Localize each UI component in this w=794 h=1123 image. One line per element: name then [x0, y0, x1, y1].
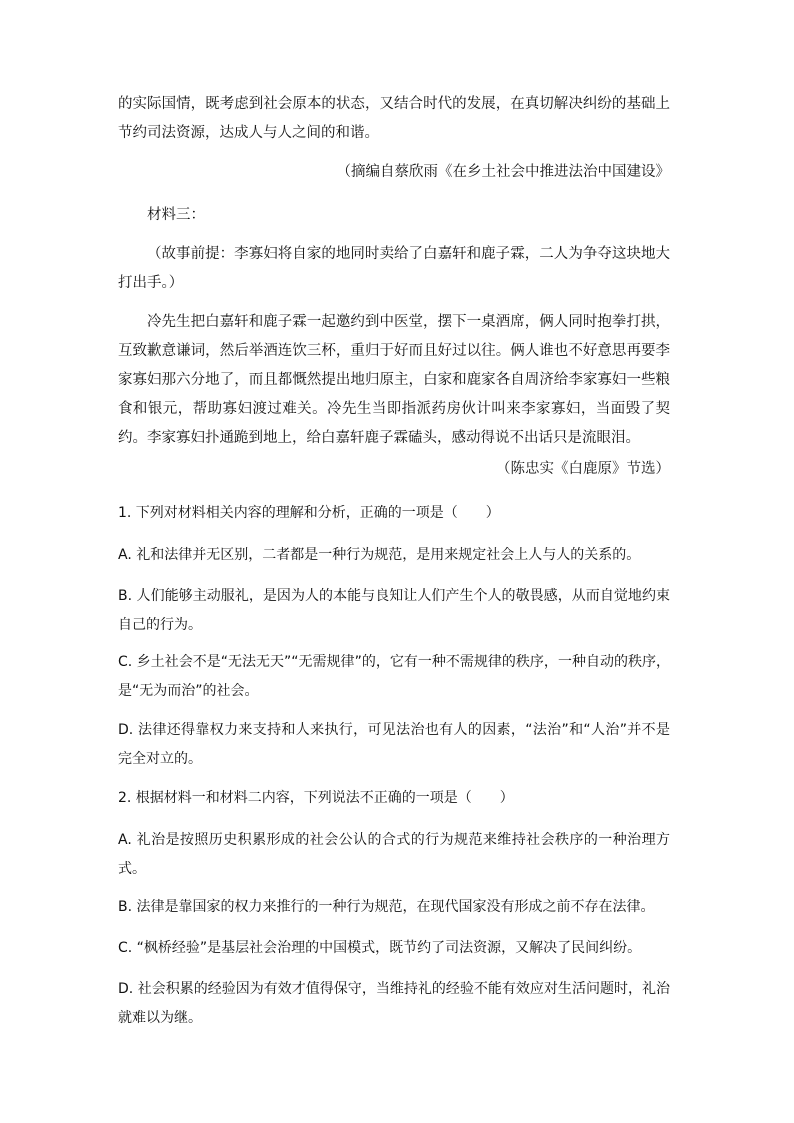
citation-material-2: （摘编自蔡欣雨《在乡土社会中推进法治中国建设》 [336, 164, 670, 180]
question-1-option-c: C. 乡土社会不是“无法无天”“无需规律”的，它有一种不需规律的秩序，一种自动的秩序，是“无为而治”的社会。 [118, 654, 670, 699]
citation-material-3: （陈忠实《白鹿原》节选） [496, 461, 670, 477]
question-2-option-a: A. 礼治是按照历史积累形成的社会公认的合式的行为规范来维持社会秩序的一种治理方式。 [118, 832, 670, 877]
material-3-story: 冷先生把白嘉轩和鹿子霖一起邀约到中医堂，摆下一桌酒席，俩人同时抱拳打拱，互致歉意谦词，然后举酒连饮三杯，重归于好而且好过以往。俩人谁也不好意思再要李家寡妇那六分地了，而且都慨然提出地归原主，白家和鹿家各自周济给李家寡妇一些粮食和银元，帮助寡妇渡过难关。冷先生当即指派药房伙计叫来李家寡妇，当面毁了契约。李家寡妇扑通跪到地上，给白嘉轩鹿子霖磕头，感动得说不出话只是流眼泪。 [118, 314, 670, 446]
question-2-option-c: C. “枫桥经验”是基层社会治理的中国模式，既节约了司法资源，又解决了民间纠纷。 [118, 940, 642, 956]
question-2-option-b: B. 法律是靠国家的权力来推行的一种行为规范，在现代国家没有形成之前不存在法律。 [118, 899, 655, 915]
question-1-stem: 1. 下列对材料相关内容的理解和分析，正确的一项是（ ） [118, 505, 500, 521]
question-2-option-d: D. 社会积累的经验因为有效才值得保守，当维持礼的经验不能有效应对生活问题时，礼治就难以为继。 [118, 981, 670, 1026]
question-1-option-a: A. 礼和法律并无区别，二者都是一种行为规范，是用来规定社会上人与人的关系的。 [118, 547, 641, 563]
question-1-option-b: B. 人们能够主动服礼，是因为人的本能与良知让人们产生个人的敬畏感，从而自觉地约束自己的行为。 [118, 588, 670, 633]
question-2-stem: 2. 根据材料一和材料二内容，下列说法不正确的一项是（ ） [118, 790, 514, 806]
paragraph-continuation: 的实际国情，既考虑到社会原本的状态，又结合时代的发展，在真切解决纠纷的基础上节约司法资源，达成人与人之间的和谐。 [118, 96, 670, 141]
question-1-option-d: D. 法律还得靠权力来支持和人来执行，可见法治也有人的因素，“法治”和“人治”并不是完全对立的。 [118, 722, 670, 767]
material-3-premise: （故事前提：李寡妇将自家的地同时卖给了白嘉轩和鹿子霖，二人为争夺这块地大打出手。） [118, 246, 670, 291]
material-3-heading: 材料三： [147, 207, 205, 223]
